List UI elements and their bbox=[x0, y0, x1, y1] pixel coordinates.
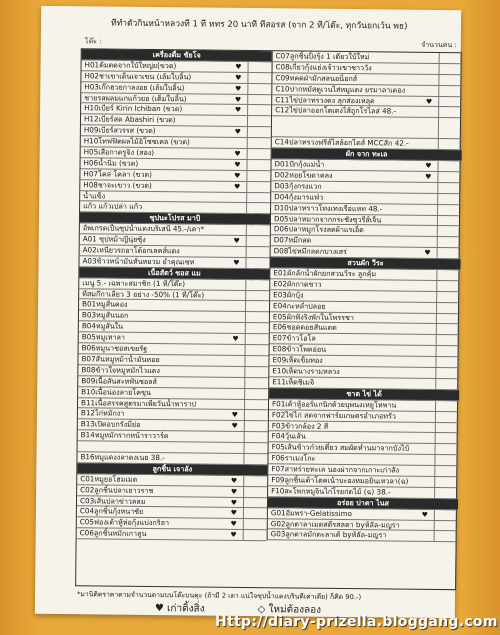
menu-item-label: F07สาหร่ายทะเล นองผ่ากจากเกาะเก่าสัง bbox=[271, 464, 400, 475]
menu-item-label: C08เกี่ยวกุ้งแย่งเจ้าวเขาชาววัง bbox=[275, 62, 372, 73]
menu-item-label: G02ลูกตาลาเมดสดีรสลดา byห้ลัล-มญรา bbox=[270, 518, 400, 530]
quantity-box[interactable] bbox=[435, 433, 457, 444]
menu-item-label: B09เนื้อสันสะหพันซอลส์ bbox=[81, 375, 158, 386]
menu-item-label: F02ไข่ไก่ สดจากฟาร์มเกษตรอำเภอทรัว bbox=[271, 409, 396, 421]
quantity-box[interactable] bbox=[247, 84, 269, 95]
quantity-box[interactable] bbox=[244, 389, 266, 400]
quantity-box[interactable] bbox=[439, 53, 461, 64]
quantity-box[interactable] bbox=[434, 510, 456, 521]
menu-item-label: B12ไก่หมักงา bbox=[80, 408, 125, 419]
quantity-box[interactable] bbox=[438, 139, 460, 150]
menu-item-label: B14หมูหมักรากหน้าราวาร์ด bbox=[80, 430, 169, 441]
heart-mark-icon: ♥ bbox=[235, 62, 242, 71]
menu-item-label: C11ไข่ปลาทรวงดง ลุกส่องเหลุด bbox=[275, 94, 375, 105]
menu-item-label: E08ข้าวโพดอ่อน bbox=[272, 344, 327, 355]
heart-mark-icon: ♥ bbox=[232, 334, 239, 344]
heart-mark-icon: ♥ bbox=[421, 510, 428, 519]
section-title: ซุปนะโปรส มาบิ bbox=[149, 213, 201, 223]
quantity-box[interactable] bbox=[437, 248, 459, 259]
blog-watermark: Http://diary-prizella.bloggang.com bbox=[215, 614, 498, 630]
quantity-box[interactable] bbox=[246, 160, 268, 171]
quantity-box[interactable] bbox=[434, 520, 456, 531]
legend-new-item: ◇ ใหม่ต้องลอง bbox=[257, 604, 322, 616]
quantity-box[interactable] bbox=[435, 379, 457, 390]
menu-item-label: C06ลูกชิ้นหมักเกาลูน bbox=[79, 528, 147, 539]
quantity-box[interactable] bbox=[435, 444, 457, 455]
menu-item-label: F06ราเมงโกะ bbox=[271, 453, 316, 463]
quantity-box[interactable] bbox=[248, 62, 270, 73]
menu-item-label: H10เบียร์ Kirin Ichiban (ขวด) bbox=[84, 103, 183, 114]
quantity-box[interactable] bbox=[244, 421, 266, 432]
quantity-box[interactable] bbox=[247, 116, 269, 127]
quantity-box[interactable] bbox=[246, 247, 268, 258]
section-title: อร่อย บ่าตา ไนส bbox=[336, 497, 390, 508]
menu-item-label: B03หมูสันนอก bbox=[81, 310, 129, 321]
menu-item-label: E06ชอดดอยสันแดด bbox=[272, 322, 337, 333]
quantity-box[interactable] bbox=[243, 476, 265, 487]
quantity-box[interactable] bbox=[244, 367, 266, 378]
menu-item-label: E03ผักบุ้ง bbox=[273, 290, 304, 300]
quantity-box[interactable] bbox=[434, 477, 456, 488]
quantity-box[interactable] bbox=[245, 280, 267, 291]
menu-item-label: C12ไข่ปลาออกโตเดงไส้ถูกโรไลส่ 48.- bbox=[275, 105, 397, 116]
heart-mark-icon: ♥ bbox=[230, 487, 238, 496]
section-title: ลูกชิ้น เจาลัง bbox=[152, 463, 193, 474]
heart-mark-icon: ♥ bbox=[233, 182, 241, 191]
menu-item-label: G01อัมพรา-Gelatissimo bbox=[270, 507, 353, 518]
menu-item-label: H07โคล่ โคลา (ขวด) bbox=[83, 169, 153, 179]
heart-mark-icon: ♥ bbox=[425, 97, 433, 106]
menu-item-label: D04กุ้งมารแฟ่ว bbox=[274, 192, 324, 202]
quantity-box[interactable] bbox=[243, 530, 265, 541]
quantity-box[interactable] bbox=[244, 378, 266, 389]
quantity-box[interactable] bbox=[435, 422, 457, 433]
quantity-box[interactable] bbox=[246, 193, 268, 204]
menu-item-label: น้ำแข็ง bbox=[83, 190, 106, 201]
menu-item-label: E07ข้าวโอโล bbox=[272, 333, 316, 344]
menu-item-label: F04วุ้นเส้น bbox=[271, 431, 306, 442]
menu-item-label: E05ผักฟังริงพักในโพรรชา bbox=[272, 311, 354, 322]
quantity-box[interactable] bbox=[244, 410, 266, 421]
quantity-box[interactable] bbox=[437, 194, 459, 205]
quantity-box[interactable] bbox=[435, 368, 457, 379]
heart-mark-icon: ♥ bbox=[234, 149, 241, 158]
menu-item-label: B11เนื้อสรรคสูตรมาเพียวันน้ำพาราป bbox=[80, 397, 196, 408]
quantity-box[interactable] bbox=[437, 237, 459, 248]
menu-item-label: H01ต้มตดจากใบ้ใหญ่ย(ขวด) bbox=[84, 60, 177, 71]
quantity-box[interactable] bbox=[436, 303, 458, 314]
quantity-box[interactable] bbox=[434, 531, 456, 542]
menu-item-label: A01 ซุปหม้าญีนุ่ยซุ้ง bbox=[82, 234, 146, 245]
menu-item-label: B16หมูแดงงลาดงเนย 38.- bbox=[80, 452, 165, 463]
quantity-box[interactable] bbox=[246, 171, 268, 182]
menu-item-label: F09ลูกชิ้นเต้าโตคเน้าบะองหมอยินเหวลา(ฉ) bbox=[271, 475, 409, 486]
menu-item-label: H12เบียร์สด Abashiri (ขวด) bbox=[83, 114, 176, 125]
quantity-box[interactable] bbox=[245, 258, 267, 269]
quantity-box[interactable] bbox=[245, 312, 267, 323]
menu-item-label: B06หมูนาชอสเขยรัฐ bbox=[81, 343, 148, 353]
heart-mark-icon: ♥ bbox=[425, 172, 432, 181]
section-title: เนื้อสัตว์ ซอส แม bbox=[147, 267, 201, 278]
menu-item-label: A02เหนียวรถอาโด้อกเลคส์แดง bbox=[82, 245, 180, 256]
menu-item-label: B01หมูสั่นคอง bbox=[82, 299, 128, 310]
heart-mark-icon: ♥ bbox=[233, 258, 240, 267]
quantity-box[interactable] bbox=[245, 301, 267, 312]
quantity-box[interactable] bbox=[436, 270, 458, 281]
menu-item-label: เมนู 5.- เฉพาะสมาชิก (1 ที/โต๊ะ) bbox=[82, 277, 186, 289]
quantity-box[interactable] bbox=[437, 226, 459, 237]
menu-table bbox=[75, 48, 462, 590]
menu-item-label: D08ไข่หมึกลดกบางเสร่ bbox=[273, 246, 347, 257]
quantity-box[interactable] bbox=[245, 334, 267, 345]
menu-item-label: E10เห็ดนางรามหลวง bbox=[272, 366, 340, 377]
quantity-box[interactable] bbox=[243, 508, 265, 519]
menu-sheet bbox=[35, 6, 461, 618]
quantity-box[interactable] bbox=[436, 281, 458, 292]
quantity-box[interactable] bbox=[437, 183, 459, 194]
menu-item-label: C02ลูกชิ้นปลาเยาวราช bbox=[80, 484, 154, 495]
guest-count-label: จำนวนคน : bbox=[421, 40, 457, 50]
menu-item-label: D01ปักกุ้งแม่น้ำ bbox=[274, 159, 325, 169]
heart-mark-icon: ♥ bbox=[234, 128, 241, 137]
menu-item-label: B04หมูสันใน bbox=[81, 321, 124, 331]
quantity-box[interactable] bbox=[437, 161, 459, 172]
menu-item-label: E01ผักลักน้ำผักยกสวนวีระ ลูกคุ้ม bbox=[273, 268, 377, 279]
menu-item-label: C09ทคดฝ่ามักสลนอน็อกส์ bbox=[275, 73, 358, 83]
quantity-box[interactable] bbox=[244, 432, 266, 443]
menu-item-label: H06น้ำนิ่ม (ขวด) bbox=[83, 158, 139, 168]
menu-item-label: H05เสือกาดรูจิง (สอง) bbox=[83, 147, 155, 158]
heart-mark-icon: ♥ bbox=[235, 73, 242, 82]
quantity-box[interactable] bbox=[247, 95, 269, 106]
heart-mark-icon: ♥ bbox=[234, 160, 241, 169]
quantity-box[interactable] bbox=[243, 497, 265, 508]
menu-item-label: B05หมูเหาลา bbox=[81, 332, 126, 342]
heart-mark-icon: ♥ bbox=[425, 161, 432, 171]
legend-old-item: ♥ เก่าติ้งสิ่ง bbox=[154, 603, 205, 615]
table-number-label: โต๊ะ : bbox=[84, 37, 102, 46]
menu-item-label: F01เต้าหู้ออร์แกนิกด้วยบุพนงเหยูโหพาน bbox=[271, 398, 397, 410]
heart-mark-icon: ♥ bbox=[234, 171, 241, 180]
quantity-box[interactable] bbox=[246, 225, 268, 236]
quantity-box[interactable] bbox=[437, 172, 459, 183]
menu-item-label: F05เส้นข้าวก๋วยเตี๋ยว สมผัดหำนมาจากบังไบ้ bbox=[271, 442, 410, 453]
menu-item-label: C03เส้นปลาข่าวลลม bbox=[79, 495, 146, 506]
menu-item-label: ชายรสผลมแกแก้วยอ (เต็มใบลิ้น) bbox=[84, 92, 187, 103]
quantity-box[interactable] bbox=[247, 149, 269, 160]
heart-mark-icon: ♥ bbox=[230, 498, 238, 507]
menu-item-label: B08ข้าวใจหมูหมักไวแดง bbox=[81, 365, 160, 375]
menu-item-label: F03ข้าวกล้อง 2 สี bbox=[271, 420, 329, 431]
heart-mark-icon: ♥ bbox=[230, 520, 237, 529]
menu-item-label: C14ปลาทรวงฟรีส์ไสล้อกไดส์ MCCสัก 42.- bbox=[274, 137, 409, 149]
quantity-box[interactable] bbox=[436, 314, 458, 325]
quantity-box[interactable] bbox=[247, 127, 269, 138]
quantity-box[interactable] bbox=[438, 107, 460, 118]
menu-item-label: C04ลูกชิ้นกุ้งหนาชัย bbox=[79, 506, 144, 517]
quantity-box[interactable] bbox=[245, 323, 267, 334]
menu-item-label: B13เปิดอบกรังมี่ย่อ bbox=[80, 419, 141, 430]
menu-item-label: E02ผักกาดขาว bbox=[273, 279, 322, 289]
menu-item-label: A03ข้าวหน้ามันหั่นหยวม ยำคุณเซท bbox=[82, 256, 195, 267]
quantity-box[interactable] bbox=[434, 488, 456, 499]
heart-mark-icon: ♥ bbox=[235, 84, 242, 93]
menu-item-label: C07ลูกชิ้นปิ้งรุ้ง 1 เดียวใบ้ใหม่ bbox=[275, 51, 370, 62]
menu-item-label: C05ฟองเต้าหู้ห่อกุ้งแบ่งกริลา bbox=[79, 517, 170, 528]
menu-item-row bbox=[272, 117, 462, 140]
menu-item-label: F10สะโพกหมูจินไก่โรยก่ดไม้ (ฉ) 38.- bbox=[271, 486, 391, 497]
quantity-box[interactable] bbox=[244, 356, 266, 367]
quantity-box[interactable] bbox=[435, 412, 457, 423]
quantity-box[interactable] bbox=[247, 138, 269, 149]
quantity-box[interactable] bbox=[438, 75, 460, 86]
section-title: เครื่องดื่ม ชัยโจ bbox=[152, 49, 201, 60]
quantity-box[interactable] bbox=[436, 292, 458, 303]
pricing-note: *มานิติคราคาตามจำนวนตามบนโต๊ะบนคุะ (ถ้ามี 2 เตา แน่ใจซุปน้ำแดงบรินดีเค่าเดีย) ก็คิด 90.-) bbox=[76, 590, 362, 602]
quantity-box[interactable] bbox=[436, 324, 458, 335]
menu-column-right bbox=[267, 51, 463, 542]
quantity-box[interactable] bbox=[247, 73, 269, 84]
quantity-box[interactable] bbox=[245, 291, 267, 302]
menu-item-label: G03ลูกตาลมักดะลาเด้ byห้ลัล-มญรา bbox=[270, 529, 387, 540]
section-title: ผัก จาก ทะเล bbox=[345, 149, 388, 159]
menu-item-label: E09เห็ดเข็มทอง bbox=[272, 355, 323, 365]
menu-item-label: อัพเกรดเป็นซุปน้ำแดงบริเสนี 45.-/เตา* bbox=[82, 223, 205, 234]
menu-item-label: D02หอยโขดาคลง bbox=[274, 170, 333, 180]
quantity-box[interactable] bbox=[243, 454, 265, 465]
quantity-box[interactable] bbox=[434, 466, 456, 477]
quantity-box[interactable] bbox=[438, 118, 460, 139]
menu-item-label: ทีสมกึกาเลียว 3 อย่าง -50% (1 ที/โต๊ะ) bbox=[82, 288, 205, 300]
section-title: ชาต ไข่ ได้ bbox=[346, 388, 382, 399]
heart-mark-icon: ♥ bbox=[234, 95, 242, 104]
menu-item-label: D03กุ้งกรงแวก bbox=[274, 181, 322, 191]
menu-column-left bbox=[77, 49, 272, 541]
background-right bbox=[460, 0, 500, 635]
heart-mark-icon: ♥ bbox=[233, 236, 240, 246]
quantity-box[interactable] bbox=[438, 86, 460, 97]
quantity-box[interactable] bbox=[437, 216, 459, 227]
menu-item-label: D07หมึกสด bbox=[273, 235, 312, 246]
heart-mark-icon: ♥ bbox=[230, 509, 237, 518]
quantity-box[interactable] bbox=[438, 97, 460, 108]
quantity-box[interactable] bbox=[244, 443, 266, 454]
menu-item-label: D06ปลาหมูกโรงลดผ้าแรเอ็ด bbox=[273, 224, 364, 235]
heart-mark-icon: ♥ bbox=[230, 531, 237, 540]
menu-item-label: H08ชาจะเขาว (ขวด) bbox=[83, 179, 152, 190]
heart-mark-icon: ♥ bbox=[231, 422, 238, 431]
quantity-box[interactable] bbox=[243, 487, 265, 498]
sheet-title: ที่ทำตัวกินหน้าหลวงที่ 1 ที่ หทร 20 นาที ที่สอรส (จาก 2 ที/โต๊ะ, ทุกวันยกเว้น พธ) bbox=[110, 18, 408, 32]
quantity-box[interactable] bbox=[247, 105, 269, 116]
menu-item-label: B07สันหมูหม้าน้ำมันหอย bbox=[81, 354, 160, 365]
heart-mark-icon: ♥ bbox=[424, 249, 431, 258]
menu-item-label: D10ปลาทราวโทงเทงเรือแหท 48.- bbox=[274, 202, 383, 214]
quantity-box[interactable] bbox=[436, 346, 458, 357]
heart-mark-icon: ♥ bbox=[230, 476, 238, 485]
menu-item-label: C10ปากหมัสดูเวนไส่หมูแดง ยรมาลาเดอง bbox=[275, 83, 406, 95]
quantity-box[interactable] bbox=[435, 401, 457, 412]
heart-mark-icon: ♥ bbox=[234, 106, 242, 115]
quantity-box[interactable] bbox=[244, 399, 266, 410]
menu-item-label: แก้ว แก้วเปล่า แก้ว bbox=[83, 201, 143, 212]
menu-item-label: B10เนื้อน่องลายโคขุน bbox=[81, 386, 151, 397]
section-title: สวนผัก วีระ bbox=[347, 258, 384, 268]
menu-item-label: D05ปลาหมากจากกระชังซุวรีส์เจ็น bbox=[273, 213, 382, 224]
heart-mark-icon: ♥ bbox=[231, 411, 238, 420]
quantity-box[interactable] bbox=[436, 335, 458, 346]
quantity-box[interactable] bbox=[435, 357, 457, 368]
menu-item-label: H02ชาเขาเด็นเจาเขน (เล้มใบลิ้น) bbox=[84, 71, 192, 82]
quantity-box[interactable] bbox=[434, 455, 456, 466]
menu-item-label: C01หมูยอโฮมเมด bbox=[80, 473, 138, 484]
menu-item-label: H03เก๊กฮวยกาลงอย (เล้มใบลิ้น) bbox=[84, 81, 185, 92]
menu-item-label: E11เห็ดชิเมจิ bbox=[272, 377, 315, 387]
quantity-box[interactable] bbox=[438, 64, 460, 75]
quantity-box[interactable] bbox=[246, 182, 268, 193]
quantity-box[interactable] bbox=[246, 203, 268, 214]
background-left bbox=[0, 0, 40, 635]
menu-item-row bbox=[268, 530, 458, 543]
menu-item-label: H09เบียร์สวรรส (ขวด) bbox=[83, 125, 156, 136]
quantity-box[interactable] bbox=[246, 236, 268, 247]
quantity-box[interactable] bbox=[437, 205, 459, 216]
menu-item-label: H10โทฟฟิตผลไม้อิโซซเคล (ขวด) bbox=[83, 136, 190, 147]
menu-item-row bbox=[77, 528, 267, 541]
quantity-box[interactable] bbox=[245, 345, 267, 356]
quantity-box[interactable] bbox=[243, 519, 265, 530]
menu-item-label: E04กะหล่ำปลอย bbox=[273, 300, 326, 311]
